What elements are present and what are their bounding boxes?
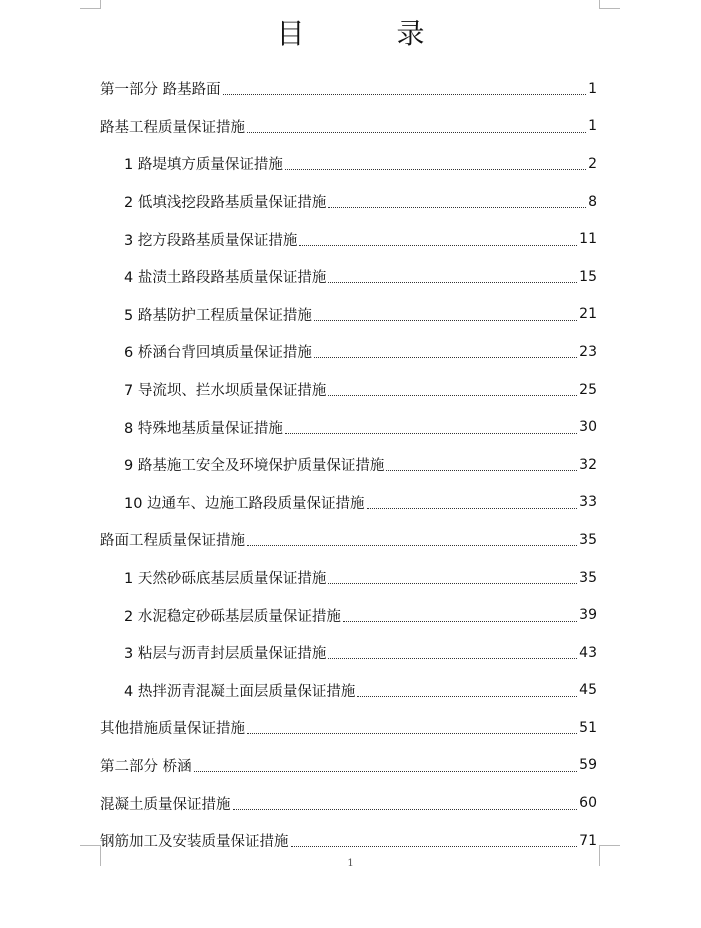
toc-entry-page-number: 33 [579,494,597,511]
crop-mark-top-left [80,0,101,9]
toc-entry-label: 4 盐渍土路段路基质量保证措施 [124,270,327,287]
toc-entry[interactable] [100,296,597,334]
toc-dot-leader [299,245,577,246]
toc-dot-leader [314,357,577,358]
toc-entry-page-number: 39 [579,607,597,624]
toc-dot-leader [291,846,578,847]
toc-entry-page-number: 23 [579,343,597,360]
toc-entry-label: 其他措施质量保证措施 [100,721,245,738]
toc-entry-page-number: 25 [579,381,597,398]
toc-entry-page-number: 8 [588,193,597,210]
toc-dot-leader [194,771,578,772]
toc-entry[interactable] [100,784,597,822]
toc-entry-label: 第一部分 路基路面 [100,82,221,99]
toc-entry-page-number: 30 [579,419,597,436]
crop-mark-top-right [599,0,620,9]
toc-dot-leader [285,169,586,170]
toc-dot-leader [343,621,577,622]
toc-entry[interactable] [100,747,597,785]
toc-entry-page-number: 71 [579,832,597,849]
page-number: 1 [347,858,354,869]
toc-entry-label: 1 天然砂砾底基层质量保证措施 [124,571,327,588]
toc-dot-leader [357,696,577,697]
toc-entry-label: 9 路基施工安全及环境保护质量保证措施 [124,458,385,475]
toc-entry-label: 1 路堤填方质量保证措施 [124,157,283,174]
toc-dot-leader [328,583,577,584]
toc-entry-label: 2 低填浅挖段路基质量保证措施 [124,195,327,212]
toc-entry-page-number: 35 [579,569,597,586]
toc-entry-page-number: 45 [579,682,597,699]
toc-entry-label: 钢筋加工及安装质量保证措施 [100,834,289,851]
toc-entry-label: 6 桥涵台背回填质量保证措施 [124,345,312,362]
toc-dot-leader [314,320,577,321]
toc-dot-leader [233,809,578,810]
toc-entry-label: 7 导流坝、拦水坝质量保证措施 [124,383,327,400]
toc-dot-leader [223,94,586,95]
toc-entry-label: 5 路基防护工程质量保证措施 [124,307,312,324]
toc-entry[interactable] [100,371,597,409]
table-of-contents [100,70,597,859]
toc-entry[interactable] [100,484,597,522]
page-title: 目 录 [276,17,457,50]
toc-entry-label: 8 特殊地基质量保证措施 [124,420,283,437]
toc-entry-label: 第二部分 桥涵 [100,758,192,775]
toc-dot-leader [247,132,586,133]
toc-entry-label: 3 粘层与沥青封层质量保证措施 [124,646,327,663]
toc-dot-leader [328,282,577,283]
toc-entry[interactable] [100,709,597,747]
toc-dot-leader [328,658,577,659]
toc-entry[interactable] [100,596,597,634]
toc-dot-leader [328,395,577,396]
toc-dot-leader [367,508,578,509]
toc-entry[interactable] [100,145,597,183]
toc-entry-page-number: 1 [588,118,597,135]
toc-entry[interactable] [100,183,597,221]
toc-entry[interactable] [100,70,597,108]
toc-entry-page-number: 21 [579,306,597,323]
toc-entry[interactable] [100,446,597,484]
toc-entry[interactable] [100,108,597,146]
toc-entry[interactable] [100,521,597,559]
toc-entry[interactable] [100,333,597,371]
toc-entry-page-number: 11 [579,231,597,248]
toc-entry-page-number: 15 [579,268,597,285]
toc-entry[interactable] [100,258,597,296]
toc-dot-leader [247,733,577,734]
toc-entry[interactable] [100,634,597,672]
toc-dot-leader [386,470,577,471]
toc-entry-label: 路面工程质量保证措施 [100,533,245,550]
toc-entry-label: 路基工程质量保证措施 [100,119,245,136]
toc-dot-leader [247,545,577,546]
toc-entry-label: 4 热拌沥青混凝土面层质量保证措施 [124,683,356,700]
toc-entry-page-number: 35 [579,531,597,548]
toc-entry-page-number: 43 [579,644,597,661]
toc-entry-page-number: 1 [588,80,597,97]
toc-entry-label: 2 水泥稳定砂砾基层质量保证措施 [124,608,341,625]
toc-entry[interactable] [100,220,597,258]
toc-entry-label: 混凝土质量保证措施 [100,796,231,813]
toc-entry-label: 3 挖方段路基质量保证措施 [124,232,298,249]
toc-entry[interactable] [100,559,597,597]
toc-dot-leader [328,207,586,208]
toc-entry-page-number: 60 [579,795,597,812]
toc-dot-leader [285,433,577,434]
toc-entry-page-number: 2 [588,155,597,172]
toc-entry-label: 10 边通车、边施工路段质量保证措施 [124,495,365,512]
toc-entry-page-number: 51 [579,719,597,736]
toc-entry-page-number: 32 [579,456,597,473]
toc-entry[interactable] [100,822,597,860]
toc-entry-page-number: 59 [579,757,597,774]
toc-entry[interactable] [100,672,597,710]
toc-entry[interactable] [100,408,597,446]
